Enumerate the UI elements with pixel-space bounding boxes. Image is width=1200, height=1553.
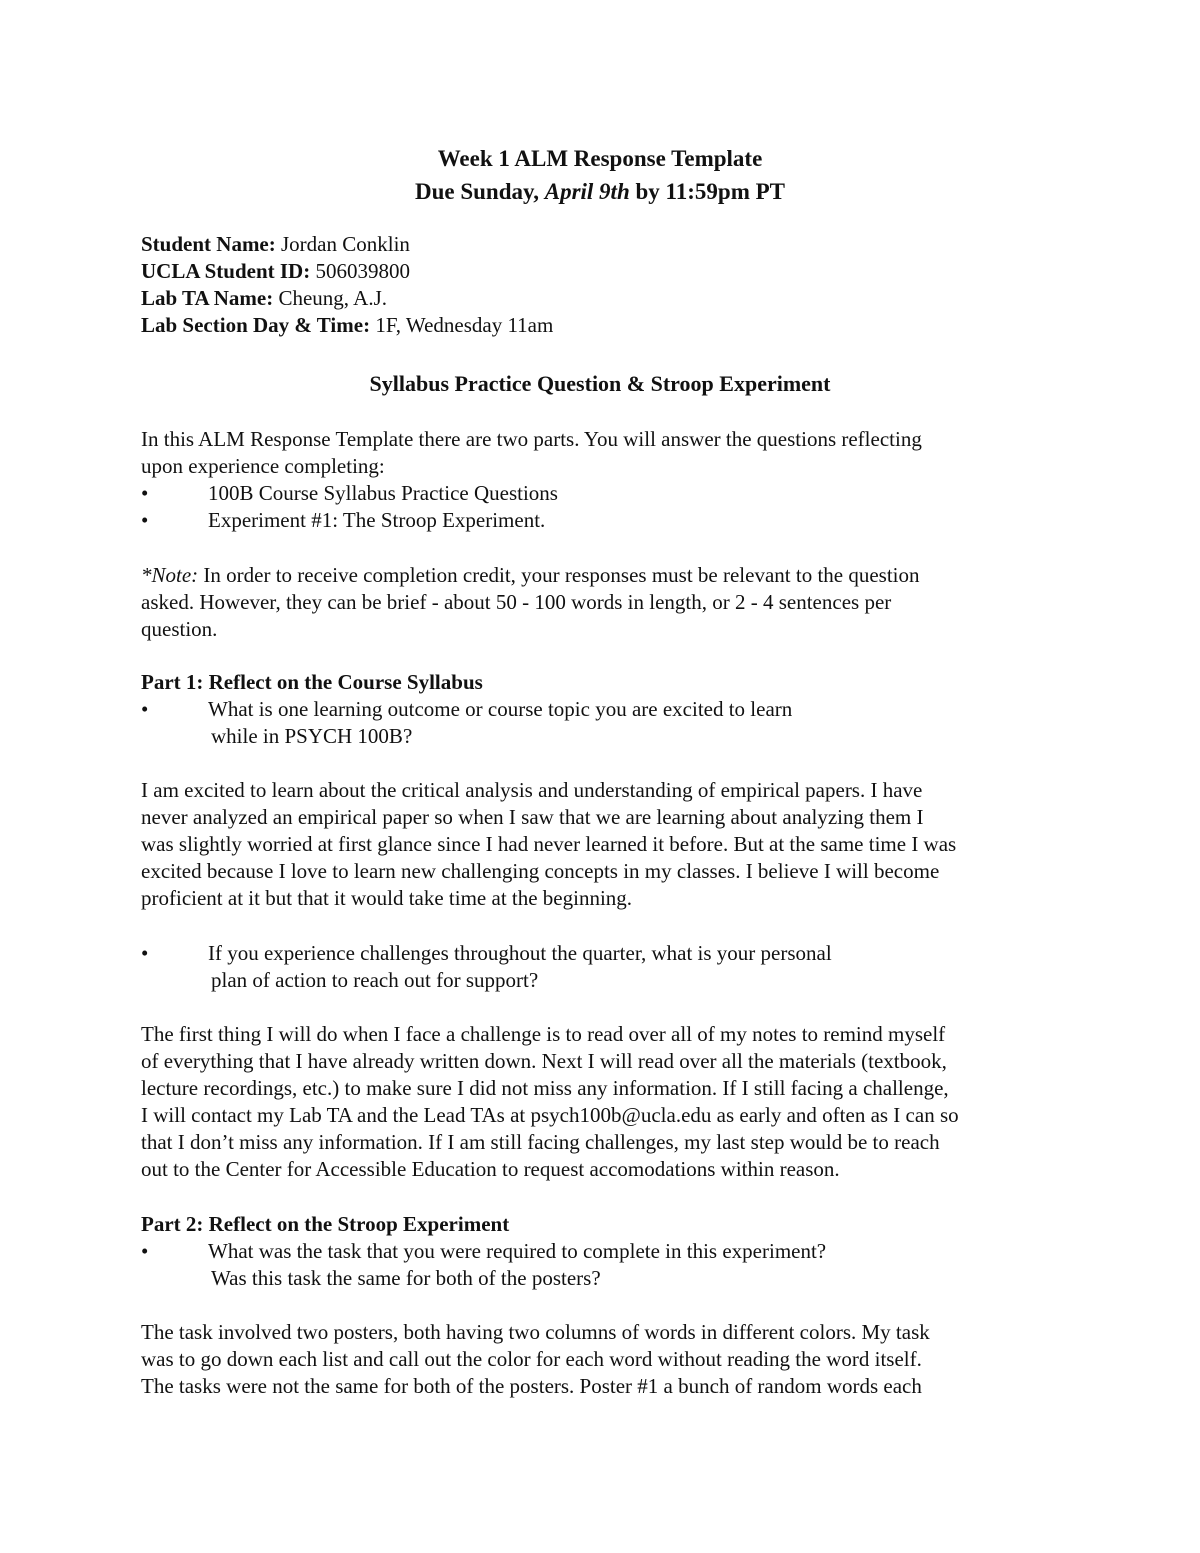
note-label: *Note: bbox=[141, 563, 199, 587]
part1-answer-1 bbox=[141, 777, 1071, 912]
lab-ta-value: Cheung, A.J. bbox=[273, 286, 387, 310]
student-id-label: UCLA Student ID: bbox=[141, 259, 311, 283]
list-item bbox=[0, 480, 1200, 507]
bullet-text: 100B Course Syllabus Practice Questions bbox=[208, 481, 558, 505]
intro-line: upon experience completing: bbox=[141, 454, 385, 478]
document-title bbox=[0, 143, 1200, 175]
student-id-row bbox=[141, 258, 553, 285]
answer-line: lecture recordings, etc.) to make sure I did not miss any information. If I still facing a challenge, bbox=[141, 1076, 949, 1100]
list-item bbox=[0, 940, 1200, 967]
answer-line: I am excited to learn about the critical analysis and understanding of empirical papers. I have bbox=[141, 778, 923, 802]
question-text: What was the task that you were required to complete in this experiment? bbox=[208, 1239, 827, 1263]
question-text: plan of action to reach out for support? bbox=[211, 968, 539, 992]
title-line-1: Week 1 ALM Response Template bbox=[437, 146, 763, 171]
answer-line: out to the Center for Accessible Education to request accomodations within reason. bbox=[141, 1157, 840, 1181]
due-date-value: April 9th bbox=[544, 179, 630, 204]
list-item bbox=[0, 696, 1200, 723]
bullet-icon: • bbox=[141, 697, 149, 721]
lab-section-row bbox=[141, 312, 553, 339]
part2-question-1 bbox=[0, 1238, 1200, 1292]
lab-ta-label: Lab TA Name: bbox=[141, 286, 274, 310]
part1-heading: Part 1: Reflect on the Course Syllabus bbox=[141, 670, 483, 694]
bullet-icon: • bbox=[141, 941, 149, 965]
answer-line: The tasks were not the same for both of the posters. Poster #1 a bunch of random words each bbox=[141, 1374, 922, 1398]
answer-line: proficient at it but that it would take time at the beginning. bbox=[141, 886, 633, 910]
part2-heading: Part 2: Reflect on the Stroop Experiment bbox=[141, 1212, 510, 1236]
list-item bbox=[0, 507, 1200, 534]
question-text: If you experience challenges throughout the quarter, what is your personal bbox=[208, 941, 832, 965]
answer-line: excited because I love to learn new challenging concepts in my classes. I believe I will become bbox=[141, 859, 940, 883]
due-date-prefix: Due Sunday, bbox=[414, 179, 545, 204]
bullet-icon: • bbox=[141, 481, 149, 505]
intro-line: In this ALM Response Template there are two parts. You will answer the questions reflecting bbox=[141, 427, 922, 451]
due-date-suffix: by 11:59pm PT bbox=[629, 179, 786, 204]
question-text: Was this task the same for both of the posters? bbox=[211, 1266, 601, 1290]
note-text: In order to receive completion credit, your responses must be relevant to the question bbox=[198, 563, 920, 587]
answer-line: I will contact my Lab TA and the Lead TAs at psych100b@ucla.edu as early and often as I can so bbox=[141, 1103, 959, 1127]
part2-answer-1 bbox=[141, 1319, 1071, 1400]
student-name-label: Student Name: bbox=[141, 232, 276, 256]
answer-line: The first thing I will do when I face a challenge is to read over all of my notes to remind myself bbox=[141, 1022, 946, 1046]
note-text: question. bbox=[141, 617, 218, 641]
student-id-value: 506039800 bbox=[310, 259, 410, 283]
intro-bullet-list bbox=[0, 480, 1200, 534]
part1-question-1 bbox=[0, 696, 1200, 750]
note-text: asked. However, they can be brief - about 50 - 100 words in length, or 2 - 4 sentences per bbox=[141, 590, 892, 614]
student-name-value: Jordan Conklin bbox=[275, 232, 410, 256]
student-name-row bbox=[141, 231, 553, 258]
answer-line: of everything that I have already written down. Next I will read over all the materials (textbook, bbox=[141, 1049, 947, 1073]
note-paragraph bbox=[141, 562, 1071, 643]
answer-line: The task involved two posters, both having two columns of words in different colors. My task bbox=[141, 1320, 930, 1344]
section-title: Syllabus Practice Question & Stroop Experiment bbox=[369, 371, 831, 396]
question-text: while in PSYCH 100B? bbox=[211, 724, 413, 748]
answer-line: was to go down each list and call out the color for each word without reading the word itself. bbox=[141, 1347, 922, 1371]
bullet-icon: • bbox=[141, 508, 149, 532]
lab-section-label: Lab Section Day & Time: bbox=[141, 313, 371, 337]
part1-question-2 bbox=[0, 940, 1200, 994]
answer-line: was slightly worried at first glance since I had never learned it before. But at the same time I was bbox=[141, 832, 957, 856]
bullet-icon: • bbox=[141, 1239, 149, 1263]
due-date-line bbox=[0, 176, 1200, 208]
bullet-text: Experiment #1: The Stroop Experiment. bbox=[208, 508, 546, 532]
answer-line: never analyzed an empirical paper so when I saw that we are learning about analyzing them I bbox=[141, 805, 924, 829]
lab-ta-row bbox=[141, 285, 553, 312]
list-item bbox=[0, 1238, 1200, 1265]
intro-paragraph bbox=[141, 426, 1071, 480]
part1-answer-2 bbox=[141, 1021, 1071, 1183]
answer-line: that I don’t miss any information. If I am still facing challenges, my last step would be to reach bbox=[141, 1130, 940, 1154]
question-text: What is one learning outcome or course topic you are excited to learn bbox=[208, 697, 793, 721]
student-info-block bbox=[141, 231, 553, 339]
lab-section-value: 1F, Wednesday 11am bbox=[370, 313, 554, 337]
